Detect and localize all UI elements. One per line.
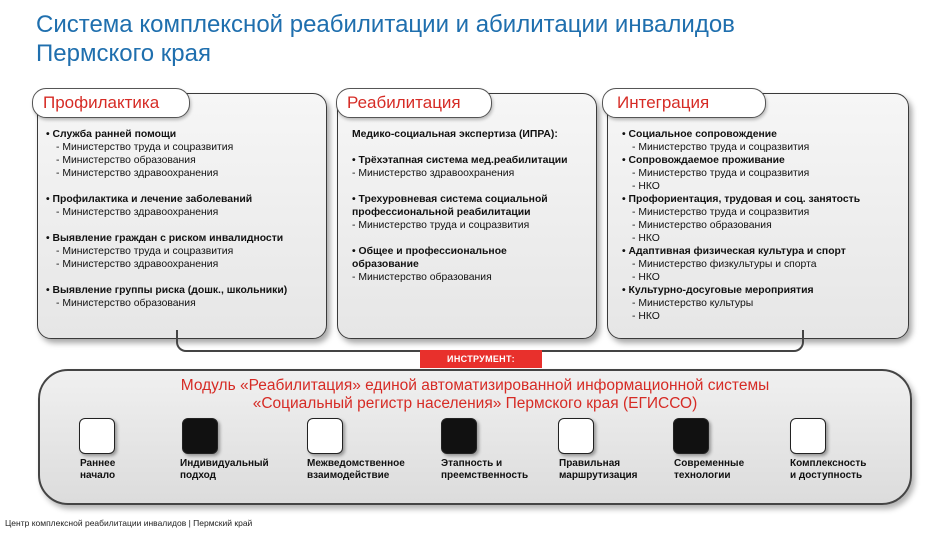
principle-square xyxy=(182,418,218,454)
item-heading: • Служба ранней помощи xyxy=(46,129,177,140)
ministry-label: - НКО xyxy=(632,233,660,244)
item-heading: • Адаптивная физическая культура и спорт xyxy=(622,246,846,257)
ministry-label: - Министерство здравоохранения xyxy=(56,168,219,179)
principle-label-line: взаимодействие xyxy=(307,470,390,481)
ministry-label: - Министерство образования xyxy=(56,155,196,166)
list-item xyxy=(46,193,320,219)
rehabilitation-tab: Реабилитация xyxy=(336,88,492,118)
principle-label-line: Этапность и xyxy=(441,458,503,469)
principle-square xyxy=(307,418,343,454)
list-item xyxy=(352,245,590,284)
item-heading: • Выявление группы риска (дошк., школьники) xyxy=(46,285,288,296)
mse-heading: Медико-социальная экспертиза (ИПРА): xyxy=(352,129,558,140)
principle-square xyxy=(558,418,594,454)
principle-label-line: Современные xyxy=(674,458,745,469)
ministry-label: - Министерство труда и соцразвития xyxy=(352,220,530,231)
cards-connector xyxy=(176,330,804,352)
item-heading: • Профилактика и лечение заболеваний xyxy=(46,194,253,205)
rehabilitation-card xyxy=(337,93,597,339)
item-heading: • Выявление граждан с риском инвалидности xyxy=(46,233,284,244)
ministry-label: - Министерство образования xyxy=(352,272,492,283)
principle-label-line: Индивидуальный xyxy=(180,458,269,469)
integration-card xyxy=(607,93,909,339)
list-item xyxy=(46,232,320,271)
principle-square xyxy=(79,418,115,454)
principle-label xyxy=(674,458,744,482)
principle-square xyxy=(441,418,477,454)
list-item xyxy=(622,284,902,323)
ministry-label: - Министерство труда и соцразвития xyxy=(632,142,810,153)
ministry-label: - Министерство физкультуры и спорта xyxy=(632,259,817,270)
item-heading-cont: образование xyxy=(352,259,419,270)
item-heading: • Сопровождаемое проживание xyxy=(622,155,785,166)
principle-label xyxy=(180,458,269,482)
principle-label-line: Правильная xyxy=(559,458,621,469)
principle-label-line: маршрутизация xyxy=(559,470,638,481)
list-item xyxy=(46,284,320,310)
ministry-label: - Министерство труда и соцразвития xyxy=(632,168,810,179)
ministry-label: - Министерство образования xyxy=(632,220,772,231)
ministry-label: - Министерство здравоохранения xyxy=(56,259,219,270)
footer-text: Центр комплексной реабилитации инвалидов | Пермский край xyxy=(5,518,253,528)
principle-square xyxy=(673,418,709,454)
item-heading: • Трехуровневая система социальной xyxy=(352,194,548,205)
principle-label-line: Раннее xyxy=(80,458,116,469)
principle-label-line: технологии xyxy=(674,470,731,481)
principle-label-line: преемственность xyxy=(441,470,529,481)
principle-label xyxy=(441,458,528,482)
module-title-line-2: «Социальный регистр населения» Пермского края (ЕГИССО) xyxy=(252,395,698,412)
ministry-label: - Министерство труда и соцразвития xyxy=(56,246,234,257)
item-heading-cont: профессиональной реабилитации xyxy=(352,207,531,218)
principle-label-line: Межведомственное xyxy=(307,458,405,469)
page-title xyxy=(36,10,916,68)
list-item xyxy=(622,154,902,193)
rehabilitation-content xyxy=(352,128,590,284)
module-title-line-1: Модуль «Реабилитация» единой автоматизированной информационной системы xyxy=(180,377,770,394)
principle-label xyxy=(559,458,638,482)
principle-label-line: подход xyxy=(180,470,217,481)
principle-label xyxy=(307,458,405,482)
ministry-label: - Министерство здравоохранения xyxy=(352,168,515,179)
list-item xyxy=(352,154,590,180)
item-heading: • Социальное сопровождение xyxy=(622,129,777,140)
ministry-label: - НКО xyxy=(632,181,660,192)
ministry-label: - Министерство культуры xyxy=(632,298,754,309)
list-item xyxy=(352,193,590,232)
prevention-tab: Профилактика xyxy=(32,88,190,118)
principle-label xyxy=(80,458,115,482)
prevention-content xyxy=(46,128,320,310)
title-line-1: Система комплексной реабилитации и абилитации инвалидов xyxy=(36,11,735,38)
principle-square xyxy=(790,418,826,454)
list-item xyxy=(622,245,902,284)
list-item xyxy=(46,128,320,180)
principle-label xyxy=(790,458,866,482)
principle-label-line: Комплексность xyxy=(790,458,867,469)
list-item xyxy=(622,128,902,154)
item-heading: • Общее и профессиональное xyxy=(352,246,507,257)
ministry-label: - Министерство образования xyxy=(56,298,196,309)
integration-content xyxy=(622,128,902,323)
principle-label-line: и доступность xyxy=(790,470,863,481)
module-title xyxy=(40,377,910,413)
integration-tab: Интеграция xyxy=(602,88,766,118)
item-heading: • Профориентация, трудовая и соц. занятость xyxy=(622,194,861,205)
item-heading: • Трёхэтапная система мед.реабилитации xyxy=(352,155,568,166)
prevention-card xyxy=(37,93,327,339)
ministry-label: - Министерство труда и соцразвития xyxy=(56,142,234,153)
ministry-label: - Министерство здравоохранения xyxy=(56,207,219,218)
item-heading: • Культурно-досуговые мероприятия xyxy=(622,285,814,296)
ministry-label: - НКО xyxy=(632,311,660,322)
instrument-badge: ИНСТРУМЕНТ: xyxy=(420,350,542,368)
title-line-2: Пермского края xyxy=(36,40,211,67)
ministry-label: - НКО xyxy=(632,272,660,283)
list-item xyxy=(622,193,902,245)
ministry-label: - Министерство труда и соцразвития xyxy=(632,207,810,218)
principle-label-line: начало xyxy=(80,470,116,481)
